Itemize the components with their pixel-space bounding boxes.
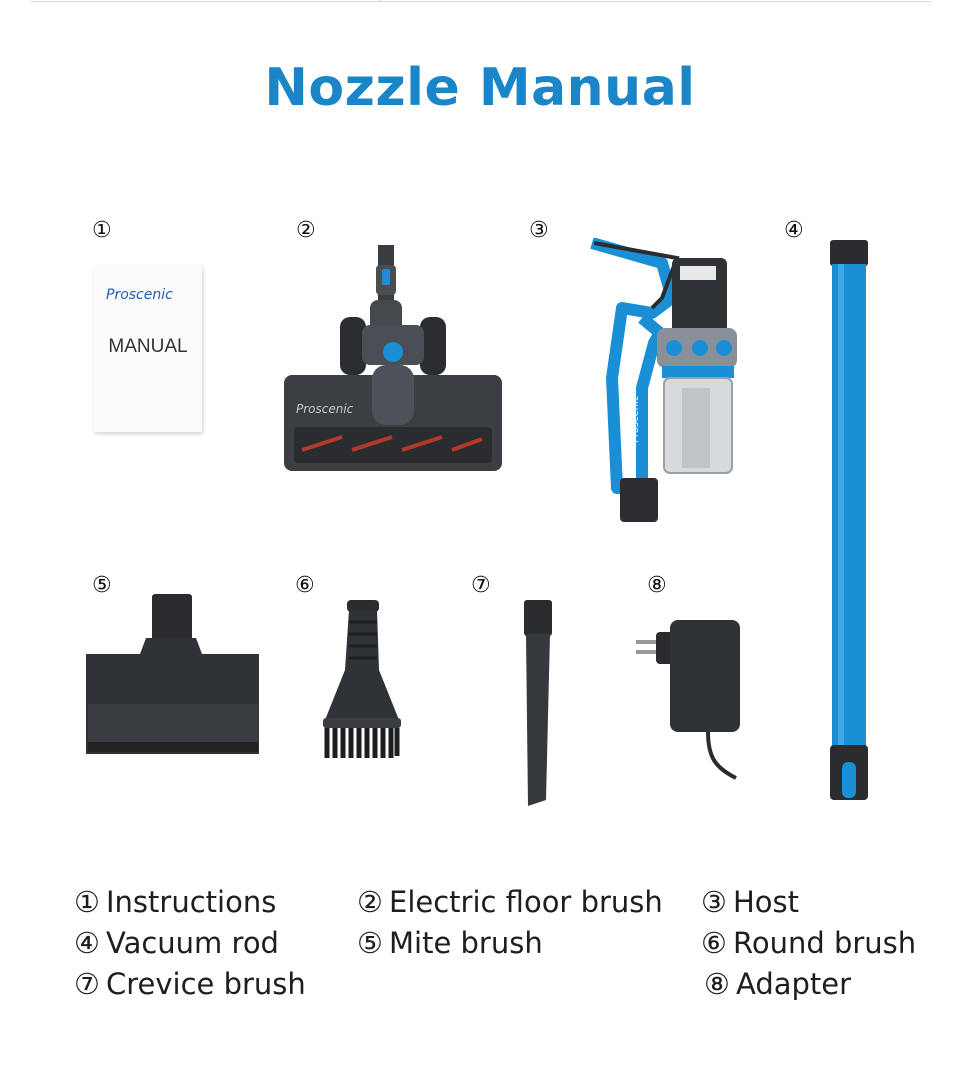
legend-num-1: ①	[74, 885, 100, 919]
vacuum-rod-image	[828, 240, 872, 804]
manual-booklet-image	[94, 265, 202, 432]
legend-num-5: ⑤	[357, 926, 383, 960]
legend-item-4	[74, 926, 279, 960]
mite-brush-image	[84, 594, 262, 758]
legend-label-3: Host	[733, 885, 800, 919]
item-number-8: ⑧	[647, 573, 667, 598]
host-vacuum-image	[582, 238, 742, 528]
legend-label-8: Adapter	[736, 967, 852, 1001]
legend-item-5	[357, 926, 543, 960]
item-number-3: ③	[529, 218, 549, 243]
legend-label-6: Round brush	[733, 926, 917, 960]
electric-floor-brush-image	[282, 245, 504, 475]
top-divider	[30, 0, 932, 2]
legend-num-7: ⑦	[74, 967, 100, 1001]
legend-item-3	[701, 885, 800, 919]
item-number-6: ⑥	[295, 573, 315, 598]
legend-num-4: ④	[74, 926, 100, 960]
legend-num-8: ⑧	[704, 967, 730, 1001]
legend-label-7: Crevice brush	[106, 967, 306, 1001]
manual-label: MANUAL	[108, 336, 188, 357]
legend-item-8	[704, 967, 852, 1001]
manual-brand: Proscenic	[106, 287, 173, 303]
legend-label-1: Instructions	[106, 885, 277, 919]
item-number-5: ⑤	[92, 573, 112, 598]
item-number-4: ④	[784, 218, 804, 243]
page-title: Nozzle Manual	[264, 58, 696, 118]
item-number-2: ②	[296, 218, 316, 243]
item-number-7: ⑦	[471, 573, 491, 598]
legend-label-2: Electric floor brush	[389, 885, 663, 919]
legend-num-2: ②	[357, 885, 383, 919]
legend-item-7	[74, 967, 306, 1001]
adapter-image	[636, 618, 746, 784]
divider-tick	[380, 0, 381, 2]
legend-item-2	[357, 885, 663, 919]
item-number-1: ①	[92, 218, 112, 243]
legend-num-6: ⑥	[701, 926, 727, 960]
svg-text:Proscenic: Proscenic	[630, 395, 641, 443]
crevice-brush-image	[522, 600, 554, 806]
legend-label-5: Mite brush	[389, 926, 543, 960]
legend-num-3: ③	[701, 885, 727, 919]
legend-item-6	[701, 926, 917, 960]
legend-label-4: Vacuum rod	[106, 926, 279, 960]
svg-text:Proscenic: Proscenic	[296, 402, 354, 416]
legend-item-1	[74, 885, 277, 919]
round-brush-image	[321, 600, 403, 760]
